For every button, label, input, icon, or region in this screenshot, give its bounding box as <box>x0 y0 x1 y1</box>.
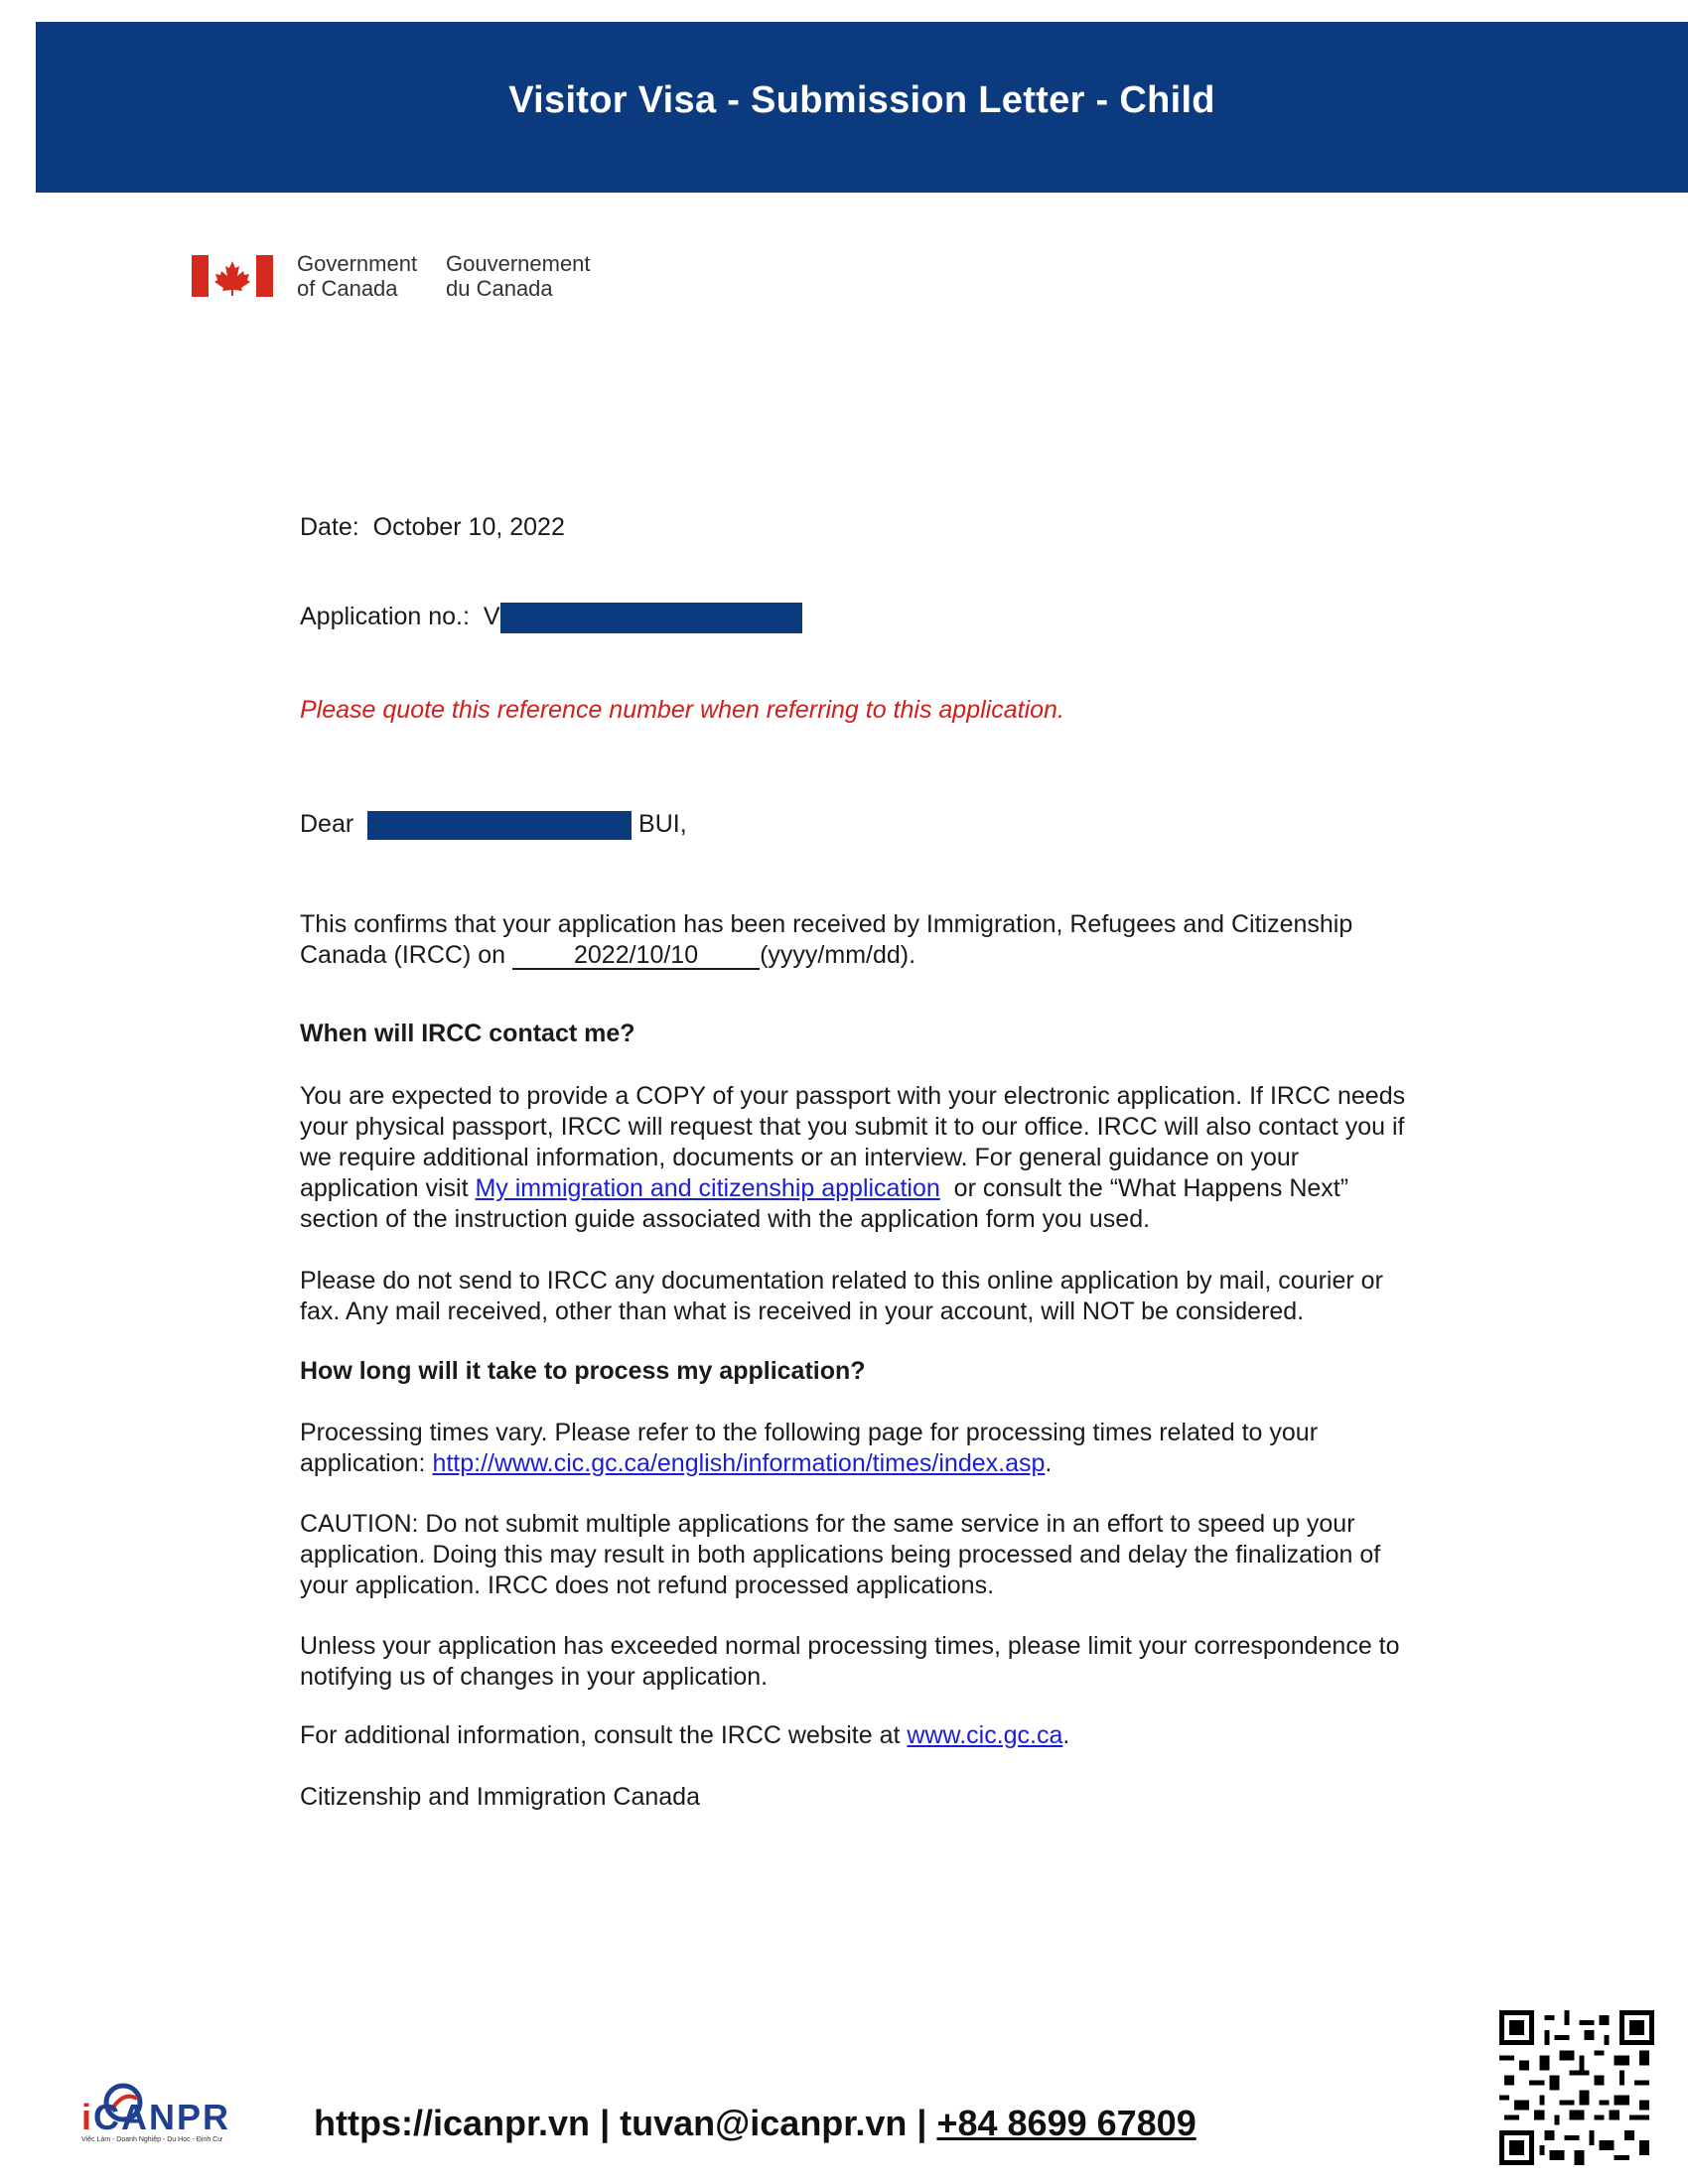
ircc-website-link[interactable]: www.cic.gc.ca <box>907 1721 1063 1749</box>
footer-website[interactable]: https://icanpr.vn <box>314 2103 591 2143</box>
footer-phone[interactable]: +84 8699 67809 <box>936 2103 1196 2143</box>
qr-code-icon <box>1499 2010 1654 2165</box>
footer-email[interactable]: tuvan@icanpr.vn <box>620 2103 908 2143</box>
salutation: Dear BUI, <box>300 810 687 838</box>
redacted-application-number <box>500 603 802 633</box>
application-number-line: Application no.: V <box>300 602 1412 633</box>
heading-processing: How long will it take to process my application? <box>300 1357 866 1385</box>
my-application-link[interactable]: My immigration and citizenship application <box>475 1174 940 1202</box>
unless-paragraph: Unless your application has exceeded normal processing times, please limit your correspondence to notifying us of changes in your application. <box>300 1632 1400 1691</box>
processing-paragraph: Processing times vary. Please refer to the following page for processing times related to your application: http://www.cic.gc.ca/english/information/times/index.asp. <box>300 1419 1319 1477</box>
government-french: Gouvernement du Canada <box>446 251 591 301</box>
heading-contact: When will IRCC contact me? <box>300 1020 635 1047</box>
contact-paragraph: You are expected to provide a COPY of your passport with your electronic application. If IRCC needs your physical passport, IRCC will request that you submit it to our office. IRCC will also contact you if we require additional information, documents or an interview. For general guidance on your application visit My immigration and citizenship application or consult the “What Happens Next” section of the instruction guide associated with the application form you used. <box>300 1082 1406 1233</box>
reference-note: Please quote this reference number when referring to this application. <box>300 696 1064 724</box>
additional-info-line: For additional information, consult the IRCC website at www.cic.gc.ca. <box>300 1721 1070 1749</box>
signature: Citizenship and Immigration Canada <box>300 1783 700 1811</box>
no-mail-paragraph: Please do not send to IRCC any documentation related to this online application by mail, courier or fax. Any mail received, other than what is received in your account, will NOT be considered. <box>300 1267 1383 1325</box>
processing-times-link[interactable]: http://www.cic.gc.ca/english/information/times/index.asp <box>432 1449 1046 1477</box>
banner-title: Visitor Visa - Submission Letter - Child <box>508 79 1215 121</box>
brand-tagline: Việc Làm - Doanh Nghiệp - Du Học - Định Cư <box>81 2136 222 2143</box>
surname: BUI, <box>638 810 687 838</box>
government-english: Government of Canada <box>297 251 418 301</box>
confirmation-paragraph: This confirms that your application has been received by Immigration, Refugees and Citizenship Canada (IRCC) on 2022/10/10 (yyyy/mm/dd). <box>300 910 1353 969</box>
date-line: Date: October 10, 2022 <box>300 513 565 541</box>
date-value: October 10, 2022 <box>372 513 565 541</box>
application-prefix: V <box>483 603 500 630</box>
header-banner <box>36 22 1688 193</box>
footer-contact: https://icanpr.vn | tuvan@icanpr.vn | +84 8699 67809 <box>314 2103 1196 2143</box>
icanpr-logo <box>81 2077 260 2146</box>
redacted-given-name <box>367 811 632 840</box>
caution-paragraph: CAUTION: Do not submit multiple applications for the same service in an effort to speed up your application. Doing this may result in both applications being processed and delay the finalization of your application. IRCC does not refund processed applications. <box>300 1510 1381 1599</box>
received-date: 2022/10/10 <box>512 942 760 970</box>
brand-name: iCANPR <box>81 2097 231 2137</box>
canada-flag-icon <box>192 255 273 297</box>
